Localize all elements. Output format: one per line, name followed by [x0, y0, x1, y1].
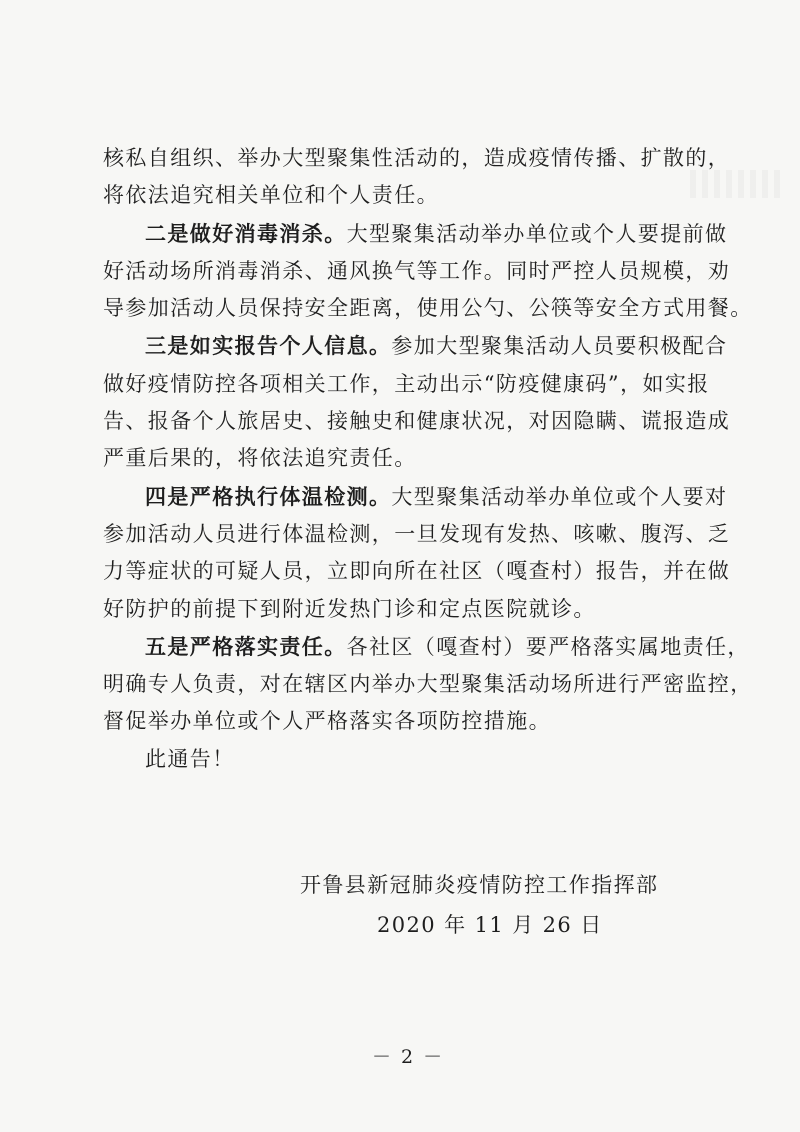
paragraph-2-line-3: 导参加活动人员保持安全距离，使用公勺、公筷等安全方式用餐。 [103, 296, 753, 321]
signature-date: 2020 年 11 月 26 日 [377, 913, 603, 937]
paragraph-3-first-line-text: 参加大型聚集活动人员要积极配合 [391, 334, 728, 359]
paragraph-5-line-2: 明确专人负责，对在辖区内举办大型聚集活动场所进行严密监控， [103, 672, 753, 697]
paragraph-3-line-1 [103, 327, 728, 365]
paragraph-4-first-line-text: 大型聚集活动举办单位或个人要对 [391, 484, 728, 509]
paragraph-3-line-3: 告、报备个人旅居史、接触史和健康状况，对因隐瞒、谎报造成 [103, 409, 731, 434]
paragraph-3-heading: 三是如实报告个人信息。 [145, 333, 392, 359]
closing-text: 此通告！ [145, 746, 235, 771]
paragraph-2-heading: 二是做好消毒消杀。 [145, 220, 347, 246]
paragraph-1-line-1: 核私自组织、举办大型聚集性活动的，造成疫情传播、扩散的， [103, 146, 731, 170]
paragraph-5-line-1 [103, 628, 750, 666]
paragraph-3-line-4: 严重后果的，将依法追究责任。 [103, 446, 417, 471]
paragraph-4-line-3: 力等症状的可疑人员，立即向所在社区（嘎查村）报告，并在做 [103, 559, 731, 584]
signature-organization: 开鲁县新冠肺炎疫情防控工作指挥部 [300, 873, 659, 897]
paragraph-3-line-2: 做好疫情防控各项相关工作，主动出示“防疫健康码”，如实报 [103, 371, 710, 396]
paragraph-2-line-1 [103, 215, 728, 253]
notice-body [103, 140, 753, 778]
paragraph-4-line-2: 参加活动人员进行体温检测，一旦发现有发热、咳嗽、腹泻、乏 [103, 521, 731, 546]
paragraph-5-first-line-text: 各社区（嘎查村）要严格落实属地责任， [346, 634, 750, 659]
paragraph-2-first-line-text: 大型聚集活动举办单位或个人要提前做 [346, 221, 728, 246]
scan-bleed-through [690, 170, 780, 198]
paragraph-4-line-4: 好防护的前提下到附近发热门诊和定点医院就诊。 [103, 596, 596, 621]
paragraph-2-line-2: 好活动场所消毒消杀、通风换气等工作。同时严控人员规模，劝 [103, 258, 731, 283]
paragraph-4-heading: 四是严格执行体温检测。 [145, 483, 392, 509]
page-number: － 2 － [372, 1046, 445, 1068]
paragraph-5-line-3: 督促举办单位或个人严格落实各项防控措施。 [103, 709, 551, 734]
paragraph-1-line-2: 将依法追究相关单位和个人责任。 [103, 183, 439, 208]
paragraph-5-heading: 五是严格落实责任。 [145, 633, 347, 659]
paragraph-4-line-1 [103, 478, 728, 516]
